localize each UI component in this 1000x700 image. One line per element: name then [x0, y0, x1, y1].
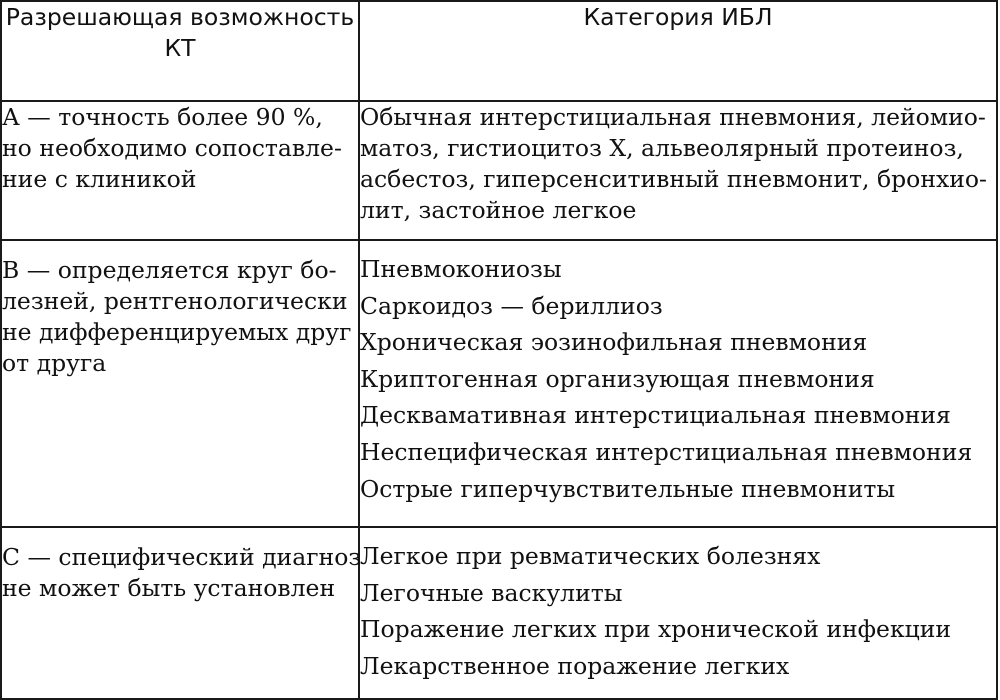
cell-line: Поражение легких при хронической инфекции [360, 615, 952, 644]
cell-line: но необходимо сопоставле- [2, 134, 342, 162]
cell-line: Криптогенная организующая пневмония [360, 364, 875, 393]
cell-line: В — определяется круг бо- [2, 256, 337, 284]
category-cell [359, 240, 997, 527]
header-line: КТ [164, 34, 196, 62]
cell-line: Обычная интерстициальная пневмония, лейомио- [360, 103, 986, 131]
category-cell [359, 101, 997, 240]
cell-line: Легочные васкулиты [360, 578, 623, 607]
cell-line: лит, застойное легкое [360, 196, 637, 224]
cell-line: С — специфический диагноз [2, 543, 362, 571]
cell-line: лезней, рентгенологически [2, 287, 348, 315]
resolution-cell [1, 101, 359, 240]
header-line: Разрешающая возможность [5, 3, 355, 31]
category-cell [359, 527, 997, 699]
resolution-cell [1, 240, 359, 527]
table-row-a [1, 101, 997, 240]
cell-line: Острые гиперчувствительные пневмониты [360, 474, 896, 503]
cell-line: ние с клиникой [2, 165, 197, 193]
cell-line: Легкое при ревматических болезнях [360, 542, 821, 570]
cell-line: А — точность более 90 %, [2, 103, 323, 131]
header-ild-category [359, 1, 997, 101]
cell-line: Хроническая эозинофильная пневмония [360, 328, 868, 357]
table-header-row [1, 1, 997, 101]
header-line: Категория ИБЛ [583, 3, 773, 31]
cell-line: от друга [2, 349, 107, 377]
cell-line: асбестоз, гиперсенситивный пневмонит, бронхио- [360, 165, 987, 193]
header-ct-resolution [1, 1, 359, 101]
cell-line: Пневмокониозы [360, 255, 562, 283]
table-row-c [1, 527, 997, 699]
table-row-b [1, 240, 997, 527]
cell-line: не дифференцируемых друг [2, 318, 352, 346]
cell-line: матоз, гистиоцитоз Х, альвеолярный протеиноз, [360, 134, 964, 162]
cell-line: Саркоидоз — бериллиоз [360, 291, 663, 320]
resolution-cell [1, 527, 362, 699]
cell-line: Неспецифическая интерстициальная пневмония [360, 437, 973, 466]
cell-line: Лекарственное поражение легких [360, 651, 790, 680]
cell-line: Десквамативная интерстициальная пневмония [360, 401, 951, 430]
cell-line: не может быть установлен [2, 574, 336, 602]
